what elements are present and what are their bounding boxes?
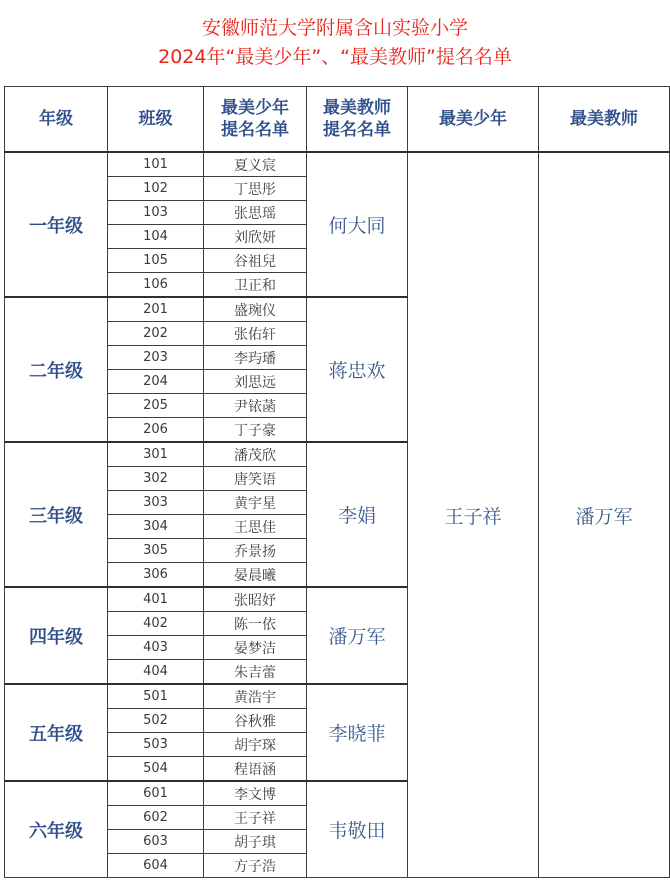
col-header-student-nominees-line1: 最美少年	[221, 98, 289, 118]
class-cell: 105	[108, 249, 204, 273]
student-nominee-cell: 谷秋雅	[204, 709, 307, 733]
best-teacher-cell: 潘万军	[539, 152, 670, 878]
student-nominee-cell: 晏梦洁	[204, 636, 307, 660]
student-nominee-cell: 王思佳	[204, 515, 307, 539]
student-nominee-cell: 朱吉蕾	[204, 660, 307, 685]
class-cell: 103	[108, 201, 204, 225]
student-nominee-cell: 黄浩宇	[204, 684, 307, 709]
class-cell: 201	[108, 297, 204, 322]
student-nominee-cell: 方子浩	[204, 854, 307, 878]
student-nominee-cell: 丁思彤	[204, 177, 307, 201]
document-title	[0, 0, 670, 86]
col-header-teacher-nominees-line2: 提名名单	[323, 120, 391, 140]
student-nominee-cell: 程语涵	[204, 757, 307, 782]
col-header-best-student: 最美少年	[408, 87, 539, 153]
col-header-student-nominees	[204, 87, 307, 153]
student-nominee-cell: 陈一依	[204, 612, 307, 636]
teacher-nominee-cell: 韦敬田	[307, 781, 408, 878]
class-cell: 202	[108, 322, 204, 346]
student-nominee-cell: 盛琬仪	[204, 297, 307, 322]
class-cell: 601	[108, 781, 204, 806]
col-header-student-nominees-line2: 提名名单	[221, 120, 289, 140]
class-cell: 305	[108, 539, 204, 563]
grade-cell: 五年级	[5, 684, 108, 781]
student-nominee-cell: 张佑轩	[204, 322, 307, 346]
class-cell: 403	[108, 636, 204, 660]
title-list: 2024年“最美少年”、“最美教师”提名名单	[158, 46, 512, 68]
student-nominee-cell: 李文博	[204, 781, 307, 806]
student-nominee-cell: 乔景扬	[204, 539, 307, 563]
class-cell: 102	[108, 177, 204, 201]
class-cell: 203	[108, 346, 204, 370]
class-cell: 205	[108, 394, 204, 418]
grade-cell: 六年级	[5, 781, 108, 878]
teacher-nominee-cell: 何大同	[307, 152, 408, 297]
grade-cell: 三年级	[5, 442, 108, 587]
grade-cell: 二年级	[5, 297, 108, 442]
student-nominee-cell: 晏晨曦	[204, 563, 307, 588]
teacher-nominee-cell: 李晓菲	[307, 684, 408, 781]
student-nominee-cell: 王子祥	[204, 806, 307, 830]
class-cell: 106	[108, 273, 204, 298]
class-cell: 404	[108, 660, 204, 685]
student-nominee-cell: 潘茂欣	[204, 442, 307, 467]
col-header-best-teacher: 最美教师	[539, 87, 670, 153]
col-header-teacher-nominees-line1: 最美教师	[323, 98, 391, 118]
class-cell: 402	[108, 612, 204, 636]
student-nominee-cell: 夏义宸	[204, 152, 307, 177]
class-cell: 401	[108, 587, 204, 612]
student-nominee-cell: 胡子琪	[204, 830, 307, 854]
class-cell: 604	[108, 854, 204, 878]
student-nominee-cell: 张昭妤	[204, 587, 307, 612]
student-nominee-cell: 丁子豪	[204, 418, 307, 443]
student-nominee-cell: 黄宇星	[204, 491, 307, 515]
class-cell: 302	[108, 467, 204, 491]
class-cell: 503	[108, 733, 204, 757]
class-cell: 301	[108, 442, 204, 467]
student-nominee-cell: 谷祖兒	[204, 249, 307, 273]
table-row	[5, 152, 670, 177]
student-nominee-cell: 尹铱菡	[204, 394, 307, 418]
best-student-cell: 王子祥	[408, 152, 539, 878]
nominee-table	[4, 86, 670, 878]
col-header-class: 班级	[108, 87, 204, 153]
student-nominee-cell: 李玙璠	[204, 346, 307, 370]
class-cell: 104	[108, 225, 204, 249]
student-nominee-cell: 刘思远	[204, 370, 307, 394]
class-cell: 303	[108, 491, 204, 515]
class-cell: 304	[108, 515, 204, 539]
header-row	[5, 87, 670, 153]
class-cell: 602	[108, 806, 204, 830]
student-nominee-cell: 刘欣妍	[204, 225, 307, 249]
student-nominee-cell: 唐笑语	[204, 467, 307, 491]
class-cell: 101	[108, 152, 204, 177]
teacher-nominee-cell: 李娟	[307, 442, 408, 587]
class-cell: 502	[108, 709, 204, 733]
student-nominee-cell: 胡宇琛	[204, 733, 307, 757]
col-header-grade: 年级	[5, 87, 108, 153]
teacher-nominee-cell: 蒋忠欢	[307, 297, 408, 442]
grade-cell: 四年级	[5, 587, 108, 684]
class-cell: 206	[108, 418, 204, 443]
table-body	[5, 152, 670, 878]
class-cell: 504	[108, 757, 204, 782]
student-nominee-cell: 张思瑶	[204, 201, 307, 225]
grade-cell: 一年级	[5, 152, 108, 297]
title-school: 安徽师范大学附属含山实验小学	[201, 17, 468, 39]
class-cell: 204	[108, 370, 204, 394]
teacher-nominee-cell: 潘万军	[307, 587, 408, 684]
class-cell: 306	[108, 563, 204, 588]
col-header-teacher-nominees	[307, 87, 408, 153]
class-cell: 603	[108, 830, 204, 854]
student-nominee-cell: 卫正和	[204, 273, 307, 298]
class-cell: 501	[108, 684, 204, 709]
